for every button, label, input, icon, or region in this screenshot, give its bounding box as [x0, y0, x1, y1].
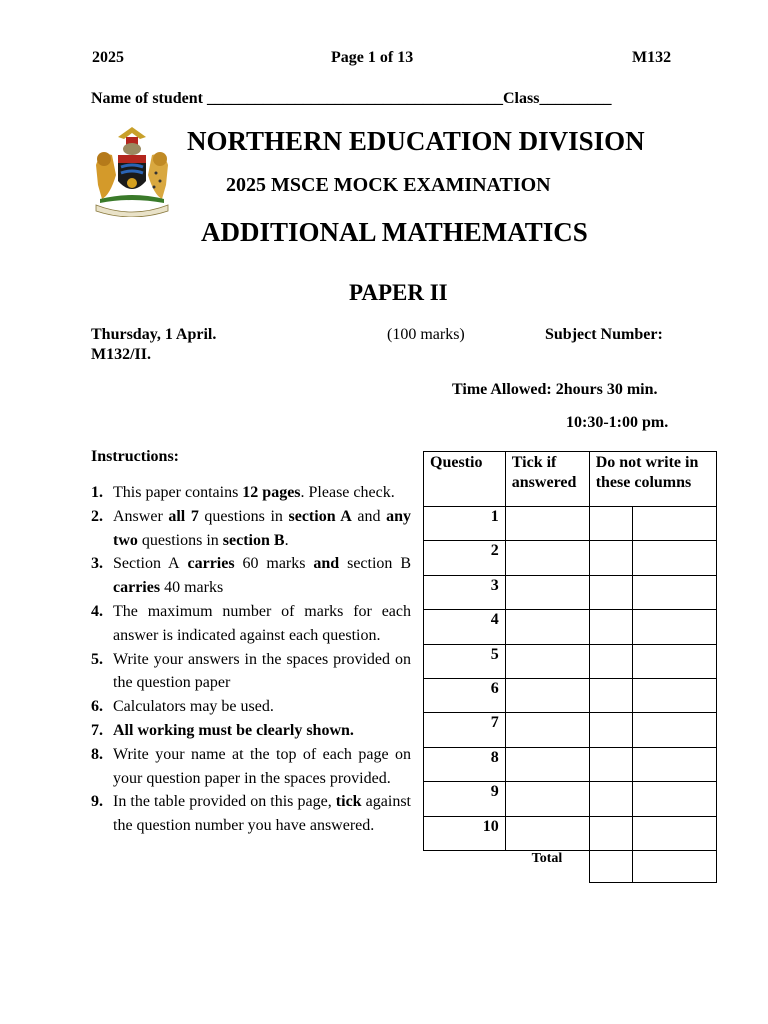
- question-number-cell: 7: [424, 713, 506, 747]
- malawi-coat-of-arms-logo: [88, 125, 176, 217]
- question-column-header: Questio: [424, 452, 506, 507]
- table-row: [424, 610, 717, 644]
- tick-cell[interactable]: [505, 713, 589, 747]
- table-row: [424, 575, 717, 609]
- exam-title: 2025 MSCE MOCK EXAMINATION: [226, 174, 551, 196]
- instruction-item: [91, 648, 411, 696]
- instruction-item: [91, 505, 411, 553]
- examiner-cell-a: [589, 816, 633, 850]
- table-row: [424, 782, 717, 816]
- total-spacer: [424, 850, 506, 882]
- examiner-cell-a: [589, 541, 633, 575]
- instructions-title: Instructions:: [91, 448, 180, 465]
- instruction-text: Calculators may be used.: [113, 698, 274, 716]
- tick-cell[interactable]: [505, 816, 589, 850]
- instruction-number: 9.: [91, 793, 103, 811]
- instruction-number: 6.: [91, 698, 103, 716]
- question-number-cell: 2: [424, 541, 506, 575]
- question-number-cell: 6: [424, 678, 506, 712]
- examiner-cell-a: [589, 678, 633, 712]
- instruction-text: questions in: [198, 507, 289, 525]
- table-header-row: [424, 452, 717, 507]
- instruction-number: 4.: [91, 602, 103, 620]
- instruction-text: 60 marks: [242, 555, 306, 573]
- table-row: [424, 507, 717, 541]
- instruction-emphasis: section A: [288, 507, 352, 525]
- header-subject-code: M132: [632, 49, 672, 66]
- instruction-number: 2.: [91, 507, 103, 525]
- examiner-cell-b: [633, 678, 717, 712]
- instruction-item: [91, 481, 411, 505]
- examiner-cell-b: [633, 644, 717, 678]
- total-marks: (100 marks): [387, 326, 465, 343]
- answer-tracking-table: [423, 451, 717, 883]
- tick-cell[interactable]: [505, 678, 589, 712]
- paper-title: PAPER II: [349, 280, 448, 305]
- time-allowed: Time Allowed: 2hours 30 min.: [452, 381, 658, 398]
- instruction-number: 5.: [91, 650, 103, 668]
- instruction-text: Write your answers in the spaces provided on the question paper: [113, 650, 411, 692]
- instruction-item: [91, 719, 411, 743]
- examiner-cell-b: [633, 575, 717, 609]
- instruction-text: Write your name at the top of each page on your question paper in the spaces provided.: [113, 745, 411, 787]
- instruction-emphasis: all 7: [168, 507, 199, 525]
- tick-cell[interactable]: [505, 507, 589, 541]
- instruction-text: section B: [347, 555, 411, 573]
- division-title: NORTHERN EDUCATION DIVISION: [187, 126, 645, 156]
- instruction-text: Section A: [113, 555, 180, 573]
- instruction-item: [91, 743, 411, 791]
- table-row: [424, 747, 717, 781]
- instruction-text: 40 marks: [164, 579, 224, 597]
- question-number-cell: 1: [424, 507, 506, 541]
- total-cell-b: [633, 850, 717, 882]
- table-row: [424, 713, 717, 747]
- subject-title: ADDITIONAL MATHEMATICS: [201, 217, 588, 247]
- instruction-item: [91, 552, 411, 600]
- instruction-emphasis: All working must be clearly shown.: [113, 721, 354, 739]
- examiner-cell-b: [633, 610, 717, 644]
- instruction-item: [91, 790, 411, 838]
- examiner-cell-a: [589, 713, 633, 747]
- question-number-cell: 9: [424, 782, 506, 816]
- instruction-item: [91, 600, 411, 648]
- tick-cell[interactable]: [505, 644, 589, 678]
- examiner-cell-a: [589, 747, 633, 781]
- tick-cell[interactable]: [505, 541, 589, 575]
- total-row: [424, 850, 717, 882]
- subject-number-value: M132/II.: [91, 346, 151, 363]
- student-name-class-line: Name of student _____________________________________Class_________: [91, 90, 612, 107]
- examiner-cell-a: [589, 507, 633, 541]
- question-number-cell: 10: [424, 816, 506, 850]
- instruction-text: and: [351, 507, 387, 525]
- instruction-number: 3.: [91, 555, 103, 573]
- instruction-emphasis: tick: [335, 793, 362, 811]
- instruction-text: In the table provided on this page,: [113, 793, 336, 811]
- time-range: 10:30-1:00 pm.: [566, 414, 669, 431]
- instruction-emphasis: any two: [113, 507, 412, 549]
- instruction-emphasis: carries: [179, 555, 243, 573]
- examiner-cell-b: [633, 782, 717, 816]
- instruction-text: This paper contains: [113, 484, 243, 501]
- tick-cell[interactable]: [505, 610, 589, 644]
- examiner-cell-a: [589, 782, 633, 816]
- header-page-number: Page 1 of 13: [331, 49, 414, 66]
- examiner-cell-a: [589, 644, 633, 678]
- instruction-emphasis: and: [305, 555, 348, 573]
- total-label: Total: [531, 850, 563, 866]
- question-number-cell: 5: [424, 644, 506, 678]
- header-year: 2025: [92, 49, 124, 66]
- examiner-cell-a: [589, 575, 633, 609]
- exam-date: Thursday, 1 April.: [91, 326, 217, 343]
- subject-number-label: Subject Number:: [545, 326, 663, 343]
- tick-cell[interactable]: [505, 782, 589, 816]
- instruction-number: 7.: [91, 721, 103, 739]
- instruction-text: Answer: [113, 507, 169, 525]
- tick-cell[interactable]: [505, 575, 589, 609]
- examiner-cell-b: [633, 541, 717, 575]
- question-number-cell: 8: [424, 747, 506, 781]
- question-number-cell: 4: [424, 610, 506, 644]
- examiner-cell-b: [633, 507, 717, 541]
- question-number-cell: 3: [424, 575, 506, 609]
- tick-column-header: Tick if answered: [505, 452, 589, 507]
- examiner-cell-b: [633, 713, 717, 747]
- instruction-text: The maximum number of marks for each answer is indicated against each question.: [113, 602, 411, 644]
- examiner-cell-b: [633, 747, 717, 781]
- instruction-number: 8.: [91, 745, 103, 763]
- instructions-list: [91, 481, 411, 838]
- examiner-cell-a: [589, 610, 633, 644]
- table-row: [424, 816, 717, 850]
- instruction-item: [91, 695, 411, 719]
- instruction-text: questions in: [137, 531, 223, 549]
- instruction-text: . Please check.: [300, 484, 395, 501]
- examiner-cell-b: [633, 816, 717, 850]
- instruction-text: .: [284, 531, 289, 549]
- total-cell-a: [589, 850, 633, 882]
- table-row: [424, 678, 717, 712]
- examiner-column-header: Do not write in these columns: [589, 452, 716, 507]
- tick-cell[interactable]: [505, 747, 589, 781]
- instruction-number: 1.: [91, 484, 103, 501]
- instruction-emphasis: section B: [222, 531, 285, 549]
- instruction-text: against the question number you have answered.: [113, 793, 411, 835]
- table-row: [424, 644, 717, 678]
- instruction-emphasis: carries: [113, 579, 165, 597]
- instruction-emphasis: 12 pages: [242, 484, 301, 501]
- table-row: [424, 541, 717, 575]
